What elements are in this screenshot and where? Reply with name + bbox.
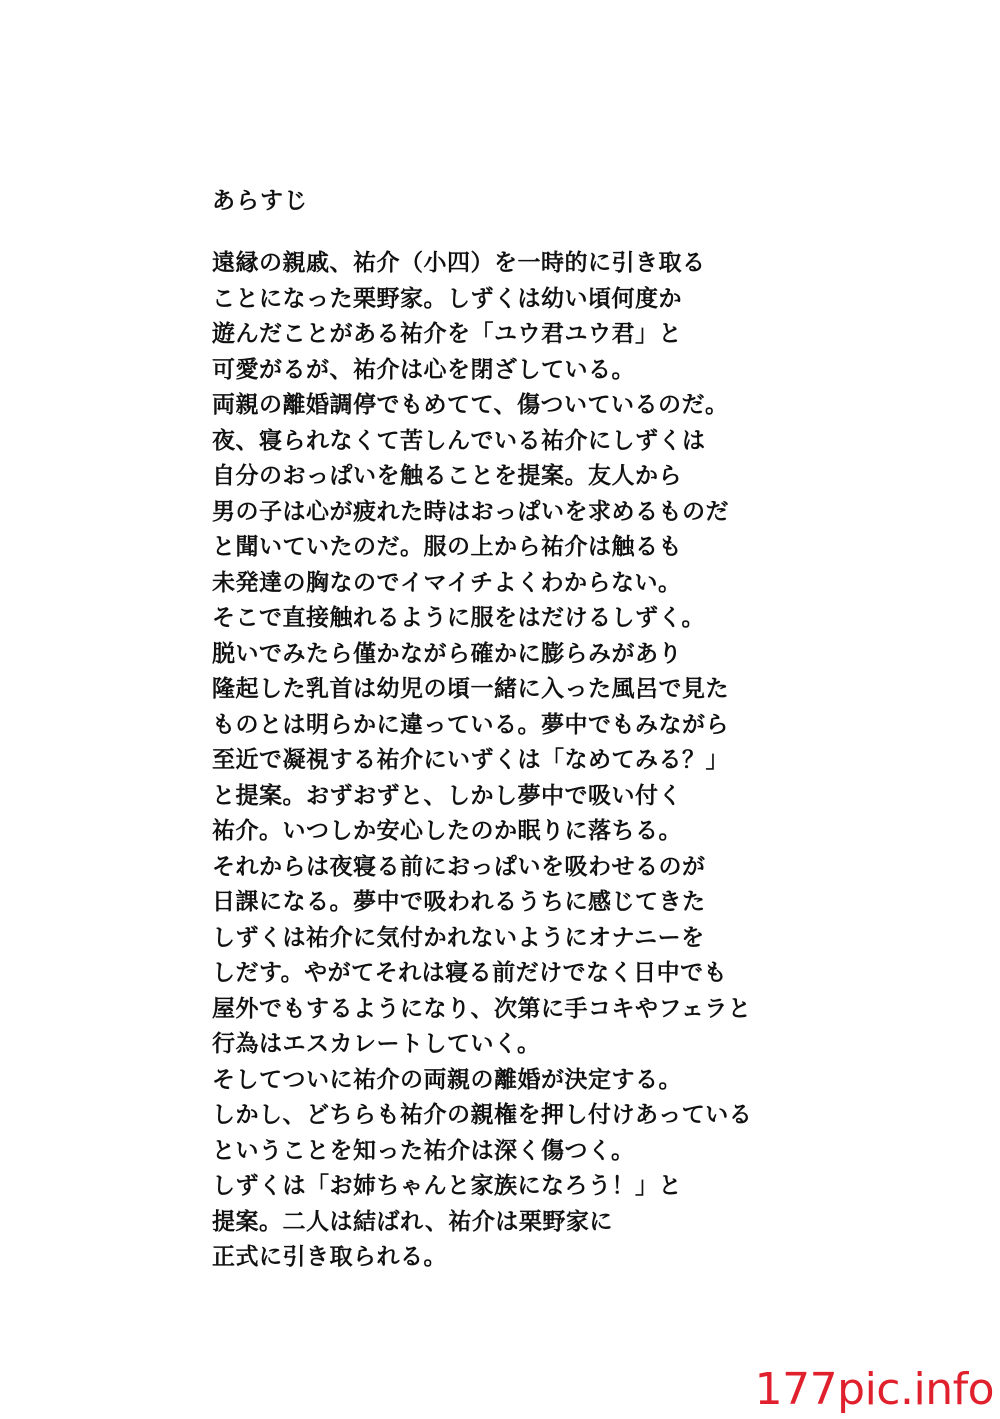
synopsis-line: しだす。やがてそれは寝る前だけでなく日中でも: [212, 960, 728, 986]
synopsis-line: と聞いていたのだ。服の上から祐介は触るも: [212, 534, 682, 560]
synopsis-line: それからは夜寝る前におっぱいを吸わせるのが: [212, 853, 706, 880]
synopsis-line: 屋外でもするようになり、次第に手コキやフェラと: [212, 995, 752, 1022]
synopsis-line: しかし、どちらも祐介の親権を押し付けあっている: [212, 1102, 753, 1128]
synopsis-line: ことになった栗野家。しずくは幼い頃何度か: [212, 285, 682, 312]
watermark-text: 177pic.info: [754, 1364, 994, 1415]
synopsis-line: 遊んだことがある祐介を「ユウ君ユウ君」と: [212, 321, 682, 347]
synopsis-line: そこで直接触れるように服をはだけるしずく。: [212, 605, 706, 631]
synopsis-line: 至近で凝視する祐介にいずくは「なめてみる？」: [212, 747, 729, 773]
synopsis-line: 脱いでみたら僅かながら確かに膨らみがあり: [212, 640, 682, 667]
synopsis-line: 可愛がるが、祐介は心を閉ざしている。: [212, 356, 635, 383]
synopsis-line: 隆起した乳首は幼児の頃一緒に入った風呂で見た: [212, 676, 729, 702]
synopsis-line: 男の子は心が疲れた時はおっぱいを求めるものだ: [212, 498, 729, 525]
synopsis-text: [212, 246, 782, 1276]
synopsis-line: 未発達の胸なのでイマイチよくわからない。: [212, 569, 682, 596]
synopsis-line: そしてついに祐介の両親の離婚が決定する。: [212, 1066, 682, 1093]
synopsis-line: 遠縁の親戚、祐介（小四）を一時的に引き取る: [212, 250, 706, 276]
synopsis-line: 夜、寝られなくて苦しんでいる祐介にしずくは: [212, 427, 706, 454]
synopsis-heading: あらすじ: [212, 188, 308, 214]
synopsis-line: と提案。おずおずと、しかし夢中で吸い付く: [212, 782, 682, 809]
synopsis-line: ということを知った祐介は深く傷つく。: [212, 1137, 635, 1164]
synopsis-line: 自分のおっぱいを触ることを提案。友人から: [212, 463, 682, 489]
synopsis-line: 祐介。いつしか安心したのか眠りに落ちる。: [212, 818, 682, 844]
synopsis-line: 日課になる。夢中で吸われるうちに感じてきた: [212, 889, 706, 915]
synopsis-line: 行為はエスカレートしていく。: [212, 1031, 541, 1057]
synopsis-line: ものとは明らかに違っている。夢中でもみながら: [212, 711, 729, 738]
synopsis-line: しずくは「お姉ちゃんと家族になろう！」と: [212, 1173, 682, 1199]
synopsis-line: しずくは祐介に気付かれないようにオナニーを: [212, 924, 705, 951]
synopsis-line: 提案。二人は結ばれ、祐介は栗野家に: [212, 1208, 613, 1235]
synopsis-line: 正式に引き取られる。: [212, 1244, 447, 1270]
synopsis-line: 両親の離婚調停でもめてて、傷ついているのだ。: [212, 392, 729, 418]
